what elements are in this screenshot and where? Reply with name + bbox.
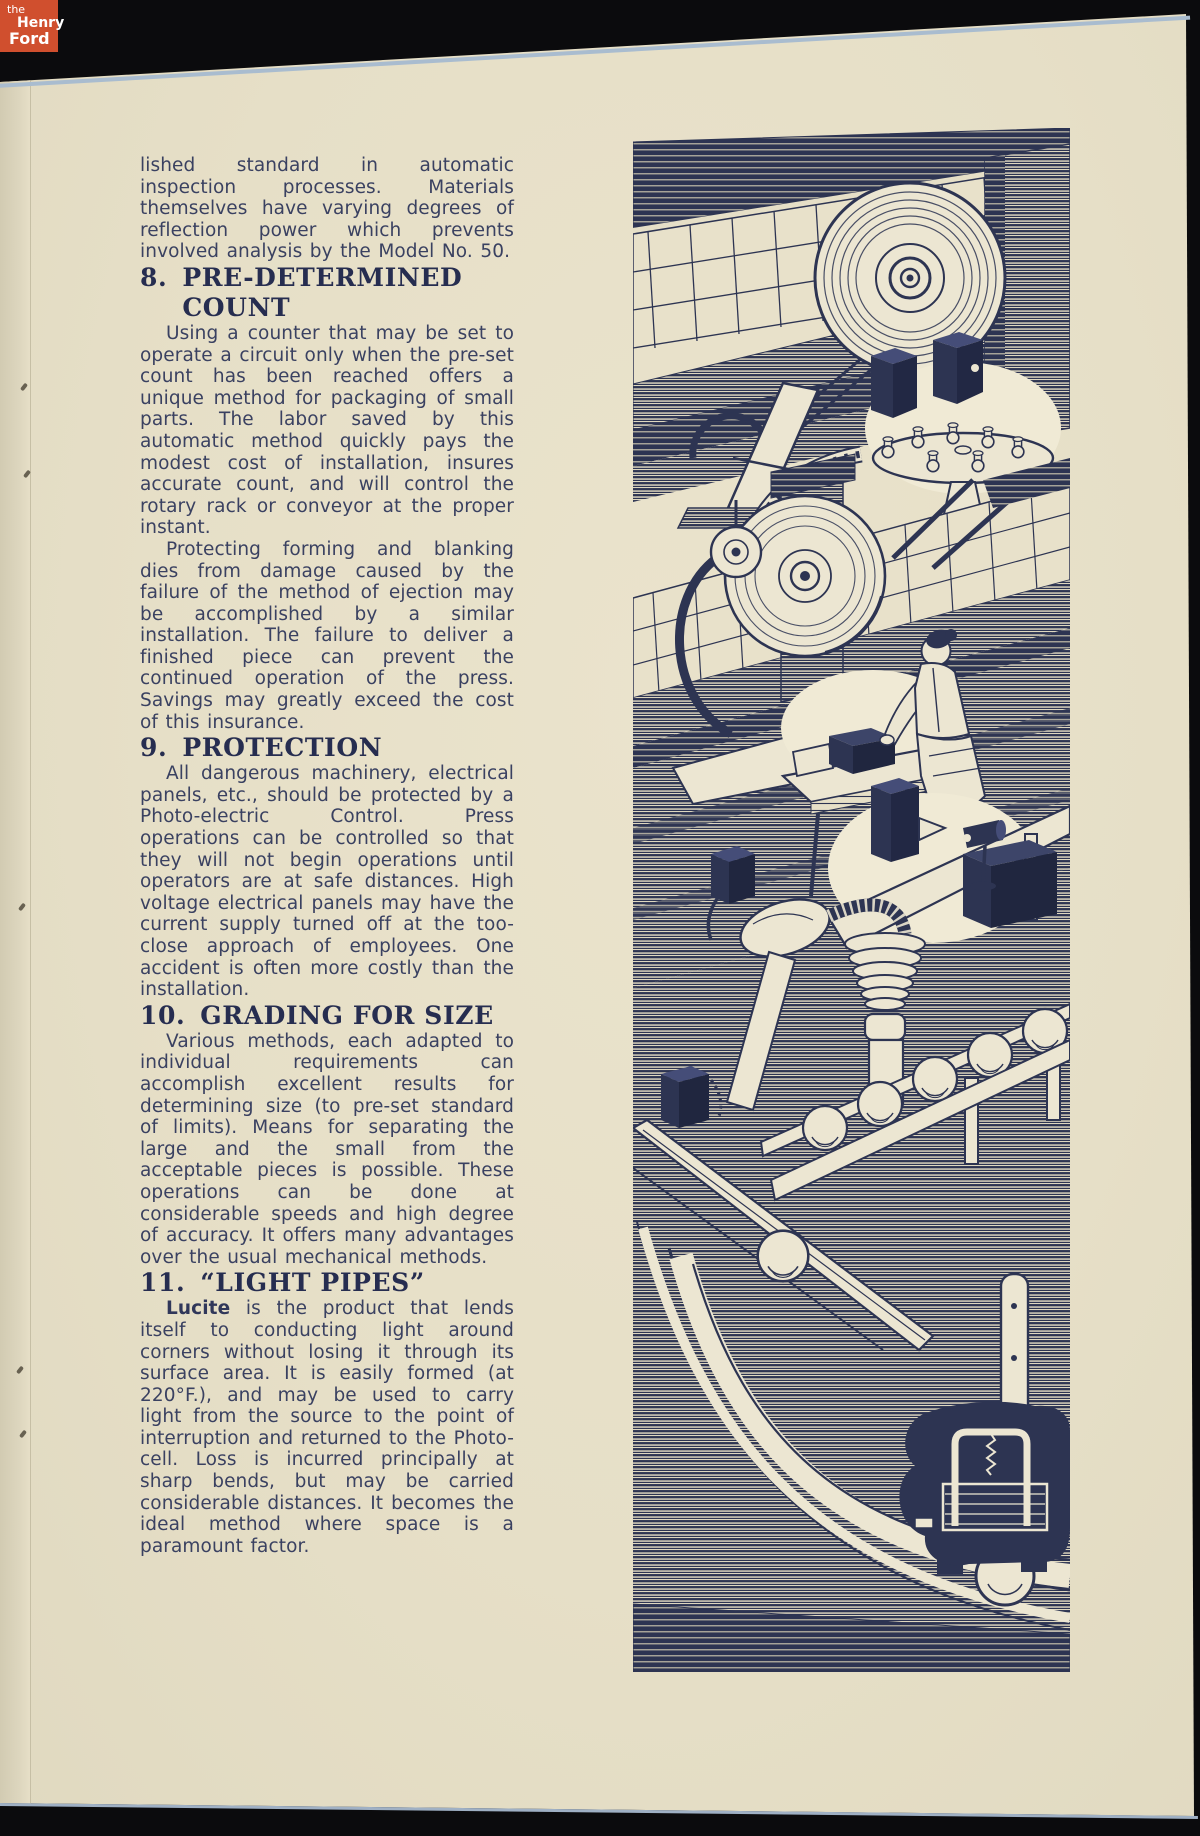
- henry-ford-logo: [0, 0, 65, 52]
- section-title: PRE-DETERMINED COUNT: [182, 262, 463, 322]
- logo-text-ford: Ford: [9, 29, 50, 48]
- section-number: 11.: [140, 1268, 186, 1298]
- section-title: “LIGHT PIPES”: [200, 1268, 425, 1298]
- body-paragraph: Using a counter that may be set to operate a circuit only when the pre-set count has been reached offers a unique method for packaging of small parts. The labor saved by this automatic method quickly pays the modest cost of installation, insures accurate count, and will control the rotary rack or conveyor at the proper instant.: [140, 322, 514, 539]
- body-paragraph: Various methods, each adapted to individual requirements can accomplish excellent results for determining size (to pre-set standard of limits). Means for separating the large and the small from the acceptable pieces is possible. These operations can be done at considerable speeds and high degree of accuracy. It offers many advantages over the usual mechanical methods.: [140, 1030, 514, 1268]
- section-heading-8: [140, 263, 514, 323]
- section-heading-10: [140, 1001, 514, 1031]
- factory-automation-illustration: [633, 128, 1070, 1672]
- section-title: GRADING FOR SIZE: [200, 1000, 494, 1030]
- lead-word: Lucite: [166, 1298, 231, 1320]
- section-title: PROTECTION: [182, 733, 383, 763]
- logo-text-the: the: [7, 3, 26, 16]
- section-number: 9.: [140, 733, 168, 763]
- spine-fold: [0, 0, 31, 1836]
- section-number: 8.: [140, 262, 168, 292]
- body-paragraph: Protecting forming and blanking dies from damage caused by the failure of the method of ejection may be accomplished by a similar installation. The failure to deliver a finished piece can prevent the continued operation of the press. Savings may greatly exceed the cost of this insurance.: [140, 538, 514, 733]
- section-number: 10.: [140, 1000, 186, 1030]
- section-heading-11: [140, 1268, 514, 1298]
- intro-paragraph: lished standard in automatic inspection processes. Materials themselves have varying degrees of reflection power which prevents involved analysis by the Model No. 50.: [140, 155, 514, 263]
- text-column: [140, 155, 514, 1557]
- section-heading-9: [140, 733, 514, 763]
- body-paragraph: Lucite is the product that lends itself to conducting light around corners without losing it through its surface area. It is easily formed (at 220°F.), and may be used to carry light from the source to the point of interruption and returned to the Photo-cell. Loss is incurred principally at sharp bends, but may be carried considerable distances. It becomes the ideal method where space is a paramount factor.: [140, 1298, 514, 1557]
- logo-text-henry: Henry: [17, 15, 65, 31]
- body-paragraph: All dangerous machinery, electrical panels, etc., should be protected by a Photo-electric Control. Press operations can be controlled so that they will not begin operations until operators are at safe distances. High voltage electrical panels may have the current supply turned off at the too-close approach of employees. One accident is often more costly than the installation.: [140, 763, 514, 1001]
